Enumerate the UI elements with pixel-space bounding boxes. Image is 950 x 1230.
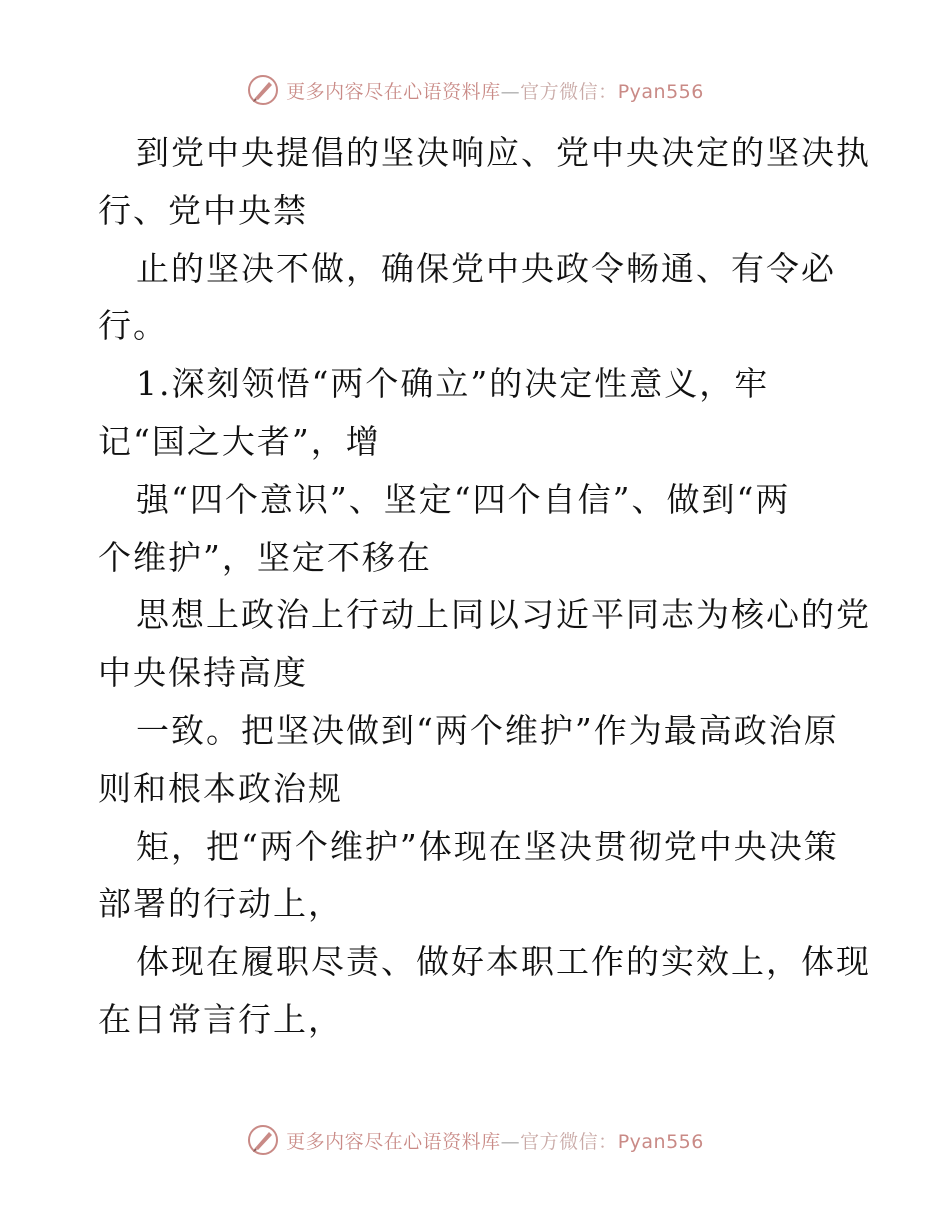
body-line: 思想上政治上行动上同以习近平同志为核心的党 [136, 595, 871, 635]
watermark-separator: — [500, 1130, 521, 1153]
watermark-wechat-label: 官方微信： [520, 80, 618, 103]
watermark-title: 更多内容尽在心语资料库 [286, 1130, 501, 1153]
body-line: 中央保持高度 [98, 653, 308, 693]
body-line: 强“四个意识”、坚定“四个自信”、做到“两 [136, 479, 791, 519]
header-watermark [0, 70, 950, 110]
body-line: 体现在履职尽责、做好本职工作的实效上，体现 [136, 942, 871, 982]
watermark-text [286, 1127, 704, 1154]
watermark-separator: — [500, 80, 521, 103]
watermark-wechat-id: Pyan556 [617, 1130, 704, 1153]
body-line: 1.深刻领悟“两个确立”的决定性意义，牢 [136, 364, 770, 404]
body-line: 行、党中央禁 [98, 190, 308, 230]
body-line: 矩，把“两个维护”体现在坚决贯彻党中央决策 [136, 826, 839, 866]
quill-pen-logo-icon [246, 1123, 280, 1157]
body-line: 到党中央提倡的坚决响应、党中央决定的坚决执 [136, 133, 871, 172]
watermark-text [286, 77, 704, 104]
document-body [98, 124, 871, 1049]
body-line: 部署的行动上， [98, 884, 343, 924]
body-line: 止的坚决不做，确保党中央政令畅通、有令必 [136, 248, 836, 288]
body-line: 记“国之大者”，增 [98, 421, 381, 461]
body-line: 则和根本政治规 [98, 768, 343, 808]
body-line: 在日常言行上， [98, 999, 343, 1039]
body-line: 一致。把坚决做到“两个维护”作为最高政治原 [136, 710, 839, 750]
body-line: 行。 [98, 306, 168, 346]
footer-watermark [0, 1120, 950, 1160]
watermark-title: 更多内容尽在心语资料库 [286, 80, 501, 103]
watermark-wechat-label: 官方微信： [520, 1130, 618, 1153]
quill-pen-logo-icon [246, 73, 280, 107]
watermark-wechat-id: Pyan556 [617, 80, 704, 103]
body-line: 个维护”，坚定不移在 [98, 537, 432, 577]
